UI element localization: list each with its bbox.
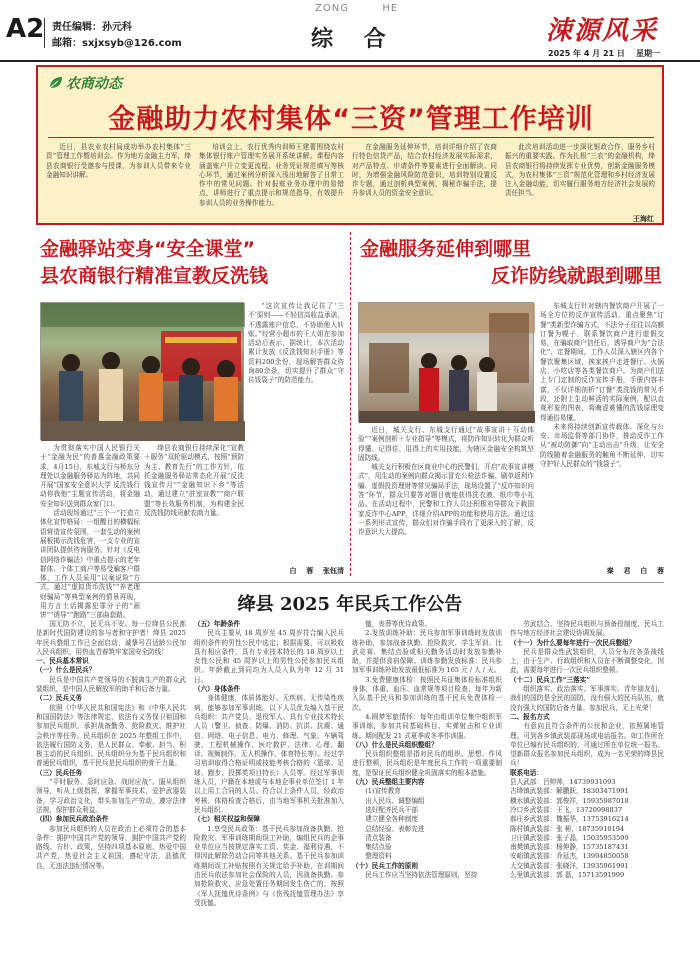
article-left-col-b bbox=[144, 444, 244, 564]
shop-photo-icon bbox=[359, 303, 535, 423]
announcement-paragraph: 组织落实、政治落实、军事落实。青年朋友们，我们的国防是全民的国防，没有强大的民兵队伍，就没有强大的国防后备力量。参加民兵，无上光荣！ bbox=[510, 685, 664, 712]
announcement-subheading: （二）民兵义务 bbox=[36, 694, 83, 703]
article-left bbox=[36, 232, 344, 620]
banner-byline: 王海红 bbox=[633, 215, 654, 223]
announcement-subheading: （一）什么是民兵？ bbox=[36, 666, 96, 675]
announcement-paragraph: 3.免费健康体检：按照民兵征集体检标准组织身体，体重、血压、血常规等项目检查，每年为新入队基干民兵和参加训练的基干民兵免费体检一次。 bbox=[352, 675, 502, 712]
announcement-title: 绛县 2025 年民兵工作公告 bbox=[237, 594, 463, 615]
announcement-paragraph: 国无防不立，民无兵不安。每一位绛县公民都是新时代国防建设的参与者和守护者！绛县 2025 年民兵整组工作已全面启动，诚挚号召适龄公民加入民兵组织，用热血青春筑牢家国安全防线！ bbox=[36, 620, 186, 656]
article-paragraph: “这次宣传让我记住了‘三不’原则——不轻信高收益承诺，不透露账户信息，不协助他人转账。”经营小超市的王大姐在参加活动后表示，据统计，本次活动累计发放《反洗钱知识手册》等资料200余份，现场解答群众咨询80余条，切实提升了群众“守住钱袋子”的防范能力。 bbox=[248, 302, 344, 385]
article-left-title-2: 县农商银行精准宣教反洗钱 bbox=[40, 265, 269, 287]
announcement-paragraph: 民兵是中国共产党领导的不脱离生产的群众武装组织，是中国人民解放军的助手和后备力量。 bbox=[36, 675, 186, 694]
contact-line: 卫庄镇武装部：张子晶，15035953599 bbox=[510, 833, 629, 842]
article-left-byline: 白 蓉 张钰清 bbox=[289, 567, 344, 575]
article-left-photo bbox=[40, 302, 244, 440]
announcement-col-1 bbox=[36, 620, 186, 972]
announcement-subheading: （九）民兵整组主要内容 bbox=[352, 778, 425, 787]
contact-line: 南樊镇武装部：杨伸静，15735187431 bbox=[510, 843, 629, 852]
article-left-col-right bbox=[248, 302, 344, 568]
banner-paragraph: 此次培训活动进一步深化银政合作，服务乡村振兴的重要实践。作为扎根“三农”的金融机构，绛县农商银行将持续发挥专业优势，创新金融服务模式，为农村集体“三资”规范化管理和乡村经济发展注入金融动能，切实履行服务地方经济社会发展的责任担当。 bbox=[505, 143, 655, 198]
announcement-paragraph: “平时服务、急时应急、战时应战”。服从组织领导，听从上级指挥，掌握军事技术，爱护武器装备，学习政治文化，带头参加生产劳动，遵守法律法规，保护群众利益。 bbox=[36, 778, 186, 814]
announcement-paragraph: 依照《中华人民共和国宪法》和《中华人民共和国国防法》等法律规定，依法有义务保卫祖国和参加民兵组织，承担战备勤务、抢险救灾、维护社会秩序等任务。民兵组织在 2025 年整组工作中，依法履行国防义务，是人民群众、奉献、担当、积极主动的民兵组织。民兵组织分为基干民兵组织和普通民兵组织，基干民兵是民兵组织的骨干力量。 bbox=[36, 703, 186, 768]
banner-col-4 bbox=[505, 143, 655, 213]
article-paragraph: 为贯彻落实中国人民银行关于“金融为民”的普惠金融政策要求，4月15日，东城支行与桥东分理处以金融服务驿站为阵地，共同开展“国家安全意识大学 反洗钱行动你我他”主题宣传活动，将金融安全知识送到群众家门口。 bbox=[40, 444, 140, 508]
announcement-paragraph: 参加民兵组织的人员在政治上必须符合的基本条件：拥护中国共产党的领导，拥护中国共产党的路线、方针、政策，坚持四项基本原则，热爱中国共产党，热爱社会主义祖国，遵纪守法，品德优良，无违法违纪情况等。 bbox=[36, 824, 186, 870]
article-paragraph: 近日，城关支行、东城支行通过“故事宣讲＋互动体验”“案例剖析＋专业指导”等模式，将防诈知识转化为群众听得懂、记得住、用得上的实用技能，为辖区金融安全构筑坚固防线。 bbox=[358, 426, 534, 462]
announcement-paragraph: 建立健全各种制度 bbox=[365, 815, 418, 824]
announcement-col-2 bbox=[194, 620, 344, 972]
announcement-paragraph: 1.享受民兵政策：基干民兵参加战备执勤、抢险救灾、军事训练期间误工补助，编组民兵的企事业单位应当按规定落实工资、奖金、福利待遇，不得因此解除劳动合同等其他关系。基干民兵参加训练期间误工补贴按照有关规定给予补助，在训期间由民兵依法参加社会保险的人员，因战备执勤、参加抢险救灾、应急处置任务期间发生伤亡的，按照《军人抚恤优待条例》与《伤残抚恤管理办法》享受抚恤。 bbox=[194, 824, 344, 907]
announcement-paragraph: 总结经验、表彰先进 bbox=[365, 824, 425, 833]
section-title: 综 合 bbox=[311, 26, 386, 52]
banner-paragraph: 在金融服务延伸环节，培训详细介绍了农商行特色信贷产品，结合农村经济发展实际需求，对产品特点、申请条件等要素进行全面解读。同时，为增强金融风险防范意识，培训特别设置反诈专题，通过剖析典型案例，揭秘诈骗手法，提升参训人员的资金安全意识。 bbox=[352, 143, 497, 198]
announcement-subheading: （十二）民兵工作“三落实” bbox=[510, 675, 591, 684]
article-paragraph: 绛县农商银行持续深化“宣教＋服务”双轮驱动模式，按照“预防为主、教育先行”的工作方针，依托金融服务驿站常态化开展“反洗钱宣传月”“金融知识下乡”等活动，通过建立“驻室宣教”“商户联盟”等长效服务机制，为构建全民反洗钱防线贡献农商力量。 bbox=[144, 444, 244, 518]
banner-col-2 bbox=[199, 143, 344, 223]
contact-line: 冷口乡武装部：王飞，13720998837 bbox=[510, 805, 623, 814]
article-right-photo bbox=[358, 302, 534, 422]
banner-col-3 bbox=[352, 143, 497, 223]
contact-line: 县人武部：吕帅帅，14739931093 bbox=[510, 778, 616, 787]
announcement-paragraph: 集结点验 bbox=[365, 843, 392, 852]
column-tag: 农商动态 bbox=[66, 76, 122, 92]
announcement-subheading: 二、报名方式 bbox=[510, 712, 550, 721]
banner-paragraph: 培训会上，农行优秀内训师王建蕾围绕农村集体银行账户管理实务展开系统讲解。课程内容涵盖账户开立变更流程、业务凭证规范填写等核心环节，通过案例分析深入浅出地解答了日常工作中的常见问题。针对报账业务办理中的易错点，讲师进行了重点提示和规范指导，有效提升参训人员的业务操作能力。 bbox=[199, 143, 344, 207]
article-paragraph: 未来将持续创新宣传载体、深化与公安、市场监督等部门协作，推动反诈工作从“被动防御”向“主动出击”升级，让安全防线随着金融服务的触角不断延伸，切实守护好人民群众的“钱袋子”。 bbox=[540, 422, 664, 469]
column-divider bbox=[350, 232, 351, 576]
contact-line: 陈村镇武装部：张 彬，18735910194 bbox=[510, 824, 625, 833]
announcement-paragraph: (1)宣传教育 bbox=[365, 787, 401, 796]
article-right bbox=[358, 232, 664, 576]
announcement-paragraph: 恤，丧葬等优待政策。 bbox=[365, 620, 432, 628]
announcement-subheading: 一、民兵基本常识 bbox=[36, 657, 89, 666]
announcement-subheading: （七）相关权益和保障 bbox=[194, 815, 260, 824]
announcement-subheading: 联系电话： bbox=[510, 768, 543, 777]
announcement-paragraph: 民兵主要从 18 周岁至 45 周岁符合编入民兵组织条件的男性公民中选定；根据需要，可以吸收具有相应条件，具有专业技术特长的 18 周岁以上女性公民和 45 周岁以上的男性公民参加民兵组织。年龄截止到同均为人员入队为年 12 月 31 日。 bbox=[194, 629, 344, 684]
header-divider-small bbox=[44, 18, 45, 48]
announcement-paragraph: 选好配齐民兵干部 bbox=[365, 805, 418, 814]
paper-name-logo: 涑源风采 bbox=[546, 16, 659, 46]
announcement-subheading: （四）参加民兵政治条件 bbox=[36, 815, 109, 824]
header-rule bbox=[0, 60, 700, 62]
announcement-paragraph: 4.圆梦军旅情怀：每年由组训单位集中组织军事训练，参加共同基础科目、实弹射击和专业训练。期间配发 21 式夏季或冬季作训服。 bbox=[352, 712, 502, 740]
article-right-byline: 秦 君 白 蓉 bbox=[606, 567, 664, 575]
announcement bbox=[36, 586, 664, 976]
article-left-title-1: 金融驿站变身“安全课堂” bbox=[40, 238, 255, 260]
issue-date: 2025 年 4 月 21 日 星期一 bbox=[548, 49, 661, 58]
announcement-subheading: （八）什么是民兵组织整组？ bbox=[352, 740, 438, 749]
editor-name: 责任编辑：孙元科 bbox=[52, 22, 132, 33]
announcement-paragraph: 身体健康，体质体能好、无疾病、无传染性疾病，能够参加军事训练。以下人员优先编入基干民兵组织：共产党员、退役军人、具有专业技术特长人员（警卫、侦查、防爆、消防、抗洪、抗震、通信、网络、电子信息、电力、修理、气象、车辆驾驶、工程机械操作、医疗救护、法律、心理、翻译、视频制作、无人机操作、体育特长等）。经过学习培训取得合格证明或技能考核合格的（篮球、足球、跑步、投掷类项目特长）人员等。经过军事训练人员，户籍在本地或与本地企事业单位签订 1 年以上用工合同的人员。符合以上条件人员，经政治考核、体格检查合格后，由当地军事机关批准加入民兵组织。 bbox=[194, 694, 344, 814]
banner-title: 金融助力农村集体“三资”管理工作培训 bbox=[108, 104, 594, 135]
announcement-subheading: （十一）为什么要每年进行一次民兵整组？ bbox=[510, 638, 636, 647]
contact-line: 大交镇武装部：张晓洋，13935961991 bbox=[510, 861, 629, 870]
announcement-paragraph: 民兵是群众性武装组织，人员分布在各条战线上，由于生产、行政组织和人员在不断调整变化，因此，需要每年进行一次民兵组织整顿。 bbox=[510, 647, 664, 675]
page-number: A2 bbox=[6, 14, 45, 44]
announcement-paragraph: 清点装备 bbox=[365, 833, 392, 842]
article-left-col-a bbox=[40, 444, 140, 620]
contact-line: 安峪镇武装部：乔延杰，13994850058 bbox=[510, 852, 629, 861]
editor-email: 邮箱：sxjxsyb@126.com bbox=[52, 38, 182, 49]
article-right-title-1: 金融服务延伸到哪里 bbox=[360, 238, 532, 260]
banner-title-underline bbox=[48, 137, 654, 138]
article-paragraph: 东城支行针对辖内餐饮商户开展了一场全方位的反诈宣传活动，重点聚焦“订餐”类新型诈骗方式，不法分子往往以高额订餐为幌子，联系餐饮商户进行虚假交易，在骗取商户信任后，诱导商户为“合法化”、定餐期间，工作人员深入辖区内各个餐饮聚集区域，挨家挨户走进餐厅、火锅店、小吃店等各类餐饮商户。为商户们送上专门定制的反诈宣传手册，手册内容丰富，不仅详细剖析“订餐”类洗钱的常见手段，还附上生动鲜活的实际案例，配以直观形象的图表，将晦涩难懂的洗钱原理变得通俗易懂。 bbox=[540, 302, 664, 422]
announcement-subheading: （六）身体条件 bbox=[194, 685, 241, 694]
announcement-subheading: （三）民兵任务 bbox=[36, 768, 83, 777]
announcement-paragraph: 有意向且符合条件的公民和企业，依照属地管理，可到各乡镇武装部现场或电话报名。如工作所在单位已编有民兵组织的，可通过所在单位统一报名。望新群众报名参加民兵组织，成为一名光荣的绛县民兵！ bbox=[510, 722, 664, 768]
announcement-paragraph: 劳武结合、坚持民兵组织与预备役制度，民兵工作与地方经济社会建设协调发展。 bbox=[510, 620, 664, 638]
announcement-col-4 bbox=[510, 620, 664, 972]
people-photo-icon bbox=[41, 303, 245, 441]
announcement-paragraph: 民兵组织整组是指对民兵的组织、思想、作风进行整顿，民兵组织是年度民兵工作的一项重要制度，是保证民兵组织健全巩固落实的根本措施。 bbox=[352, 750, 502, 777]
banner-article bbox=[36, 65, 664, 225]
announcement-subheading: （十）民兵工作的原则 bbox=[352, 861, 418, 870]
banner-paragraph: 近日，县农业农村局成功举办农村集体“三资”管理工作暨培训会。作为地方金融主力军，绛县农商银行受邀参与授课，为参训人员带来专业金融知识讲解。 bbox=[46, 143, 191, 179]
contact-line: 古绛镇武装部：解鹏跃，18303471991 bbox=[510, 787, 629, 796]
banner-col-1 bbox=[46, 143, 191, 223]
article-paragraph: 活动现场通过“三个一”打造立体化宣传格局：一组醒目的横幅标语营造宣传氛围，一套生动的案例展板揭示洗钱危害，一支专业的宣讲团队提供咨询服务。针对《反电信网络诈骗法》中重点提示的老年群体、个体工商户等易受骗客户群体，工作人员采用“以案说险”方式，通过“虚拟货币洗钱”“养老理财骗局”等典型案例的情景再现，用方言土话揭露犯罪分子的“画饼”“诱导”“跑路”三部曲套路。 bbox=[40, 509, 140, 620]
article-right-col-bottom bbox=[358, 426, 534, 572]
announcement-paragraph: 2.发放训练补助：民兵参加军事训练时发放训练补助，参加战备执勤、抢险救灾、学生军训、比武竞赛、集结点验或相关勤务活动时发放参勤补助，并提供食宿保障。训练参勤发放标准：民兵参加军事训练补助发放最低标准为 165 元 / 人 / 天。 bbox=[352, 629, 502, 675]
contact-line: 横水镇武装部：郭俊祥，15935987018 bbox=[510, 796, 629, 805]
section-pinyin: ZONG HE bbox=[315, 3, 399, 14]
announcement-col-3 bbox=[352, 620, 502, 972]
announcement-subheading: （五）年龄条件 bbox=[194, 620, 241, 628]
leaf-icon bbox=[48, 76, 64, 90]
announcement-paragraph: 民兵工作应当坚持依法管理原则，坚持 bbox=[365, 871, 478, 880]
article-paragraph: 城关支行积极在区商业中心的民警们，开启“故事宣讲模式”，用生动的案例向群众揭示冒充公检法诈骗、刷单返利诈骗、虚假投资理财等常见骗局手法，现场设置了“反诈知识问答”环节，群众只要答对题目就能获得洗衣液、纸巾等小礼品。在活动过程中，民警和工作人员还积极劝导群众下载国家反诈中心APP，详细介绍APP的功能和使用方法。通过这一系列形式宣传，群众们对诈骗手段有了更深入的了解，反诈意识大大提高。 bbox=[358, 463, 534, 537]
article-right-col-side bbox=[540, 302, 664, 564]
section-separator bbox=[36, 582, 664, 583]
contact-line: 么里镇武装部：郭 磊，15713591999 bbox=[510, 871, 625, 880]
article-right-title-2: 反诈防线就跟到哪里 bbox=[490, 265, 662, 287]
announcement-paragraph: 整理资料 bbox=[365, 852, 392, 861]
contact-line: 郝庄乡武装部：魏振华，13753916214 bbox=[510, 815, 629, 824]
page-header bbox=[0, 0, 700, 62]
announcement-paragraph: 出入民兵、调整编组 bbox=[365, 796, 425, 805]
leaf-logo bbox=[48, 75, 64, 94]
